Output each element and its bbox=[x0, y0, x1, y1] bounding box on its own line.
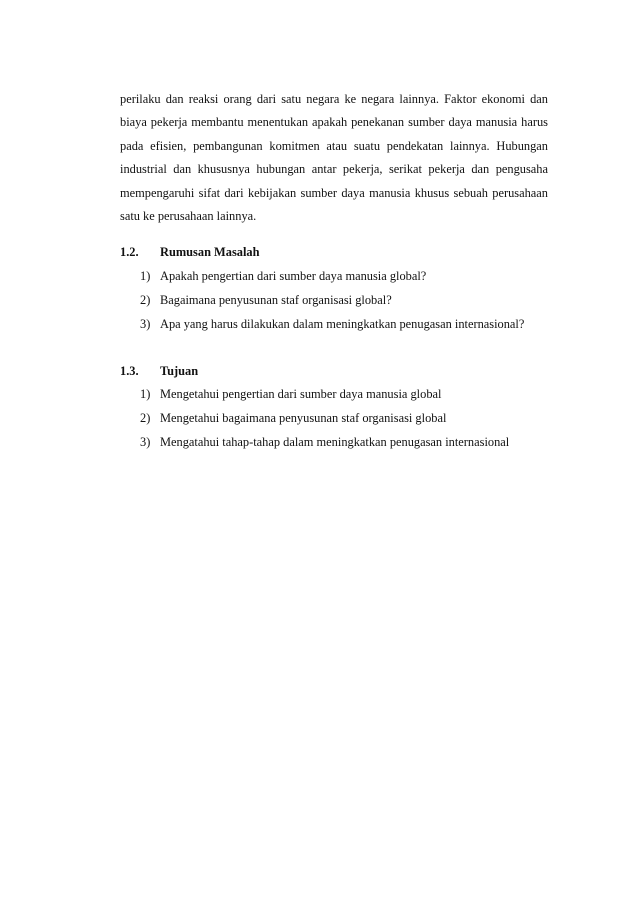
list-marker: 3) bbox=[140, 317, 151, 331]
list-item-text: Apa yang harus dilakukan dalam meningkatkan penugasan internasional? bbox=[160, 317, 525, 331]
list-item bbox=[140, 312, 524, 336]
list-item-text: Mengatahui tahap-tahap dalam meningkatkan penugasan internasional bbox=[160, 435, 510, 449]
list-item-text: Mengetahui bagaimana penyusunan staf organisasi global bbox=[160, 411, 447, 425]
list-item bbox=[140, 430, 509, 454]
list-marker: 1) bbox=[140, 387, 151, 401]
list-marker: 3) bbox=[140, 435, 151, 449]
section-number: 1.3. bbox=[120, 364, 139, 378]
section-heading-tujuan bbox=[120, 363, 198, 379]
section-title: Rumusan Masalah bbox=[160, 245, 260, 259]
list-marker: 2) bbox=[140, 411, 151, 425]
rumusan-masalah-list bbox=[140, 264, 524, 336]
list-marker: 1) bbox=[140, 269, 151, 283]
list-item bbox=[140, 406, 509, 430]
list-item bbox=[140, 264, 524, 288]
list-item-text: Apakah pengertian dari sumber daya manusia global? bbox=[160, 269, 427, 283]
section-number: 1.2. bbox=[120, 245, 139, 259]
body-paragraph: perilaku dan reaksi orang dari satu negara ke negara lainnya. Faktor ekonomi dan biaya pekerja membantu menentukan apakah penekanan sumber daya manusia harus pada efisien, pembangunan komitmen atau suatu pendekatan lainnya. Hubungan industrial dan khususnya hubungan antar pekerja, serikat pekerja dan pengusaha mempengaruhi sifat dari kebijakan sumber daya manusia khusus sebuah perusahaan satu ke perusahaan lainnya. bbox=[120, 92, 548, 224]
list-item-text: Mengetahui pengertian dari sumber daya manusia global bbox=[160, 387, 442, 401]
list-item-text: Bagaimana penyusunan staf organisasi global? bbox=[160, 293, 392, 307]
list-item bbox=[140, 288, 524, 312]
section-title: Tujuan bbox=[160, 364, 199, 378]
list-marker: 2) bbox=[140, 293, 151, 307]
section-heading-rumusan-masalah bbox=[120, 244, 260, 260]
tujuan-list bbox=[140, 382, 509, 454]
list-item bbox=[140, 382, 509, 406]
